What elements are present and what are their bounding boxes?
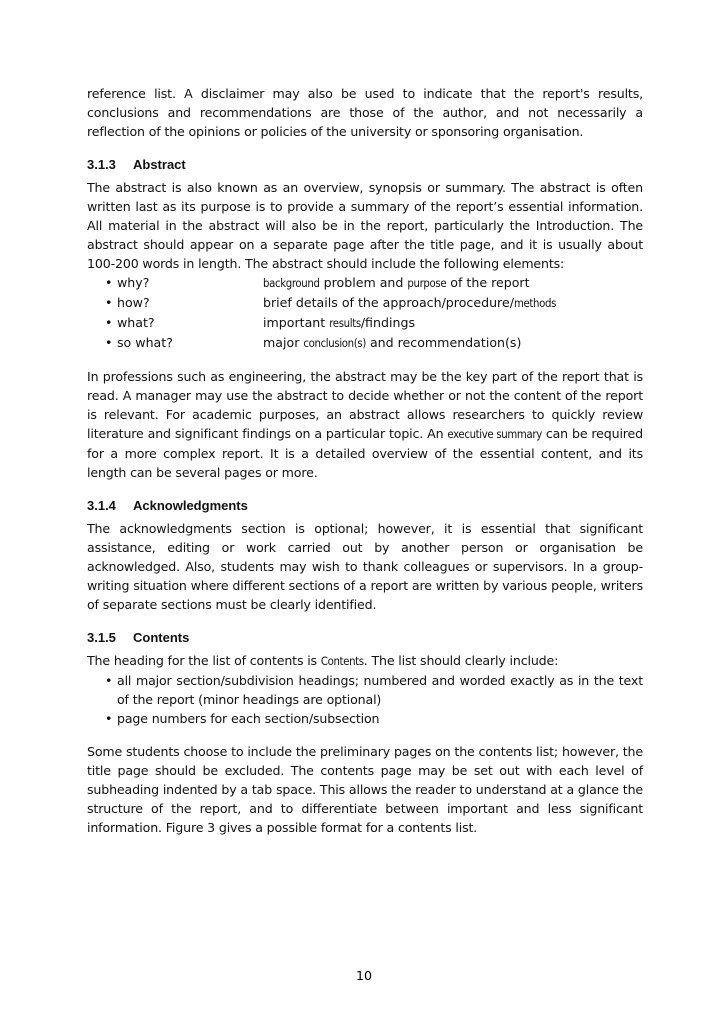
executive-summary-emphasis: executive summary [447, 428, 542, 441]
bullet-icon: • [105, 295, 113, 310]
list-item [87, 313, 643, 333]
element-answer [263, 313, 415, 333]
heading-title: Contents [133, 630, 190, 645]
element-question: why? [117, 275, 150, 290]
abstract-paragraph-2 [87, 367, 643, 482]
bullet-icon: • [105, 315, 113, 330]
element-question: so what? [117, 335, 173, 350]
heading-number: 3.1.3 [87, 157, 116, 172]
bullet-icon: • [105, 711, 113, 726]
heading-acknowledgments [87, 496, 643, 515]
element-answer [263, 293, 556, 313]
paragraph-text: . The list should clearly include: [363, 653, 559, 668]
list-item [87, 293, 643, 313]
document-page [87, 84, 643, 837]
element-answer [263, 333, 521, 353]
answer-emphasis: results [329, 317, 361, 330]
paragraph-text: can be required for a more complex report. It is a detailed overview of the essential content, and its length can be several pages or more. [87, 426, 643, 480]
bullet-icon: • [105, 275, 113, 290]
answer-text: brief details of the approach/procedure/ [263, 295, 514, 310]
answer-text: problem and [319, 275, 408, 290]
contents-requirements-list [87, 671, 643, 728]
heading-title: Abstract [133, 157, 186, 172]
contents-paragraph-2: Some students choose to include the preliminary pages on the contents list; however, the title page should be excluded. The contents page may be set out with each level of subheading indented by a tab space. This allows the reader to understand at a glance the structure of the report, and to differentiate between important and less significant information. Figure 3 gives a possible format for a contents list. [87, 744, 643, 835]
abstract-elements-list [87, 273, 643, 353]
paragraph-text: The heading for the list of contents is [87, 653, 321, 668]
element-question: what? [117, 315, 155, 330]
answer-emphasis: conclusion(s) [303, 337, 366, 350]
list-item-text: page numbers for each section/subsection [117, 711, 380, 726]
answer-text: /findings [360, 315, 416, 330]
heading-contents [87, 628, 643, 647]
abstract-paragraph-1: The abstract is also known as an overview, synopsis or summary. The abstract is often written last as its purpose is to provide a summary of the report’s essential information. All material in the abstract will also be in the report, particularly the Introduction. The abstract should appear on a separate page after the title page, and it is usually about 100-200 words in length. The abstract should include the following elements: [87, 180, 643, 271]
answer-text: and recommendation(s) [365, 335, 522, 350]
answer-emphasis: background [263, 277, 320, 290]
list-item [87, 273, 643, 293]
intro-paragraph: reference list. A disclaimer may also be used to indicate that the report's results, conclusions and recommendations are those of the author, and not necessarily a reflection of the opinions or policies of the university or sponsoring organisation. [87, 86, 643, 139]
bullet-icon: • [105, 335, 113, 350]
acknowledgments-paragraph: The acknowledgments section is optional; however, it is essential that significant assistance, editing or work carried out by another person or organisation be acknowledged. Also, students may wish to thank colleagues or supervisors. In a group-writing situation where different sections of a report are written by various people, writers of separate sections must be clearly identified. [87, 521, 643, 612]
heading-number: 3.1.4 [87, 498, 116, 513]
heading-abstract [87, 155, 643, 174]
heading-number: 3.1.5 [87, 630, 116, 645]
answer-text: important [263, 315, 330, 330]
bullet-icon: • [105, 673, 113, 688]
answer-text: major [263, 335, 304, 350]
element-question: how? [117, 295, 150, 310]
answer-emphasis: purpose [407, 277, 447, 290]
list-item [87, 709, 643, 728]
page-number: 10 [355, 968, 373, 983]
contents-paragraph-1 [87, 651, 643, 671]
list-item [87, 671, 643, 709]
element-answer [263, 273, 530, 293]
heading-title: Acknowledgments [133, 498, 248, 513]
answer-text: of the report [446, 275, 530, 290]
contents-emphasis: Contents [320, 655, 364, 668]
list-item [87, 333, 643, 353]
list-item-text: all major section/subdivision headings; numbered and worded exactly as in the text of the report (minor headings are optional) [117, 673, 643, 707]
answer-emphasis: methods [513, 297, 557, 310]
paragraph-text: In professions such as engineering, the abstract may be the key part of the report that is read. A manager may use the abstract to decide whether or not the content of the report is relevant. For academic purposes, an abstract allows researchers to quickly review literature and significant findings on a particular topic. An [87, 369, 643, 441]
